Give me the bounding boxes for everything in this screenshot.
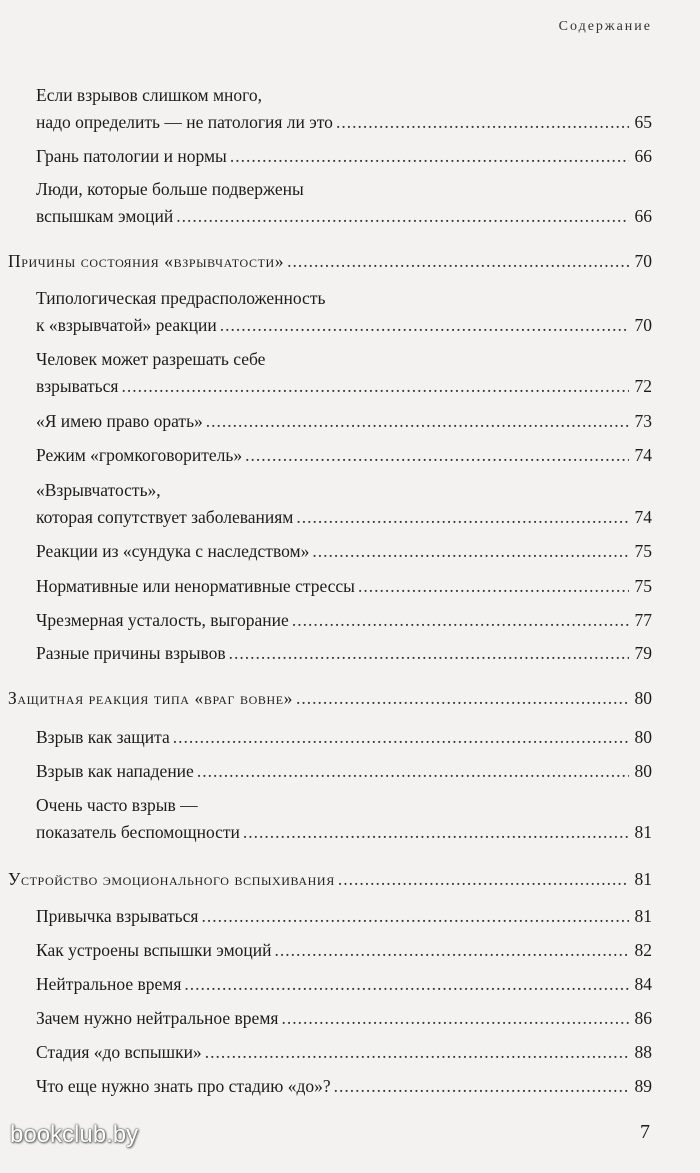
entry-page-number: 81 — [634, 822, 652, 842]
dot-leader — [184, 971, 629, 998]
dot-leader — [358, 573, 629, 600]
dot-leader — [287, 248, 629, 275]
dot-leader — [336, 109, 629, 136]
entry-title-line: «Взрывчатость», — [36, 480, 161, 500]
entry-page-number: 88 — [634, 1042, 652, 1062]
entry-page-number: 89 — [634, 1076, 652, 1096]
dot-leader — [176, 203, 629, 230]
entry-title-line: «Я имею право орать» — [36, 411, 203, 431]
entry-title-line: Что еще нужно знать про стадию «до»? — [36, 1076, 331, 1096]
entry-page-number: 75 — [634, 541, 652, 561]
entry-page-number: 66 — [634, 206, 652, 226]
toc-entry — [36, 758, 652, 785]
entry-title-line: Как устроены вспышки эмоций — [36, 940, 272, 960]
page-number: 7 — [640, 1121, 650, 1143]
entry-title-line: Люди, которые больше подвержены — [36, 179, 304, 199]
dot-leader — [296, 504, 629, 531]
entry-page-number: 70 — [634, 315, 652, 335]
section-title: Причины состояния «взрывчатости» — [8, 251, 285, 271]
toc-entry — [36, 408, 652, 435]
entry-title-line: показатель беспомощности — [36, 822, 240, 842]
entry-title-line: Привычка взрываться — [36, 906, 199, 926]
entry-title-line: которая сопутствует заболеваниям — [36, 507, 294, 527]
toc-entry — [36, 1005, 652, 1032]
entry-title-line: Зачем нужно нейтральное время — [36, 1008, 279, 1028]
toc-entry — [36, 792, 652, 846]
entry-title-line: Типологическая предрасположенность — [36, 288, 326, 308]
entry-title-line: Нейтральное время — [36, 974, 182, 994]
entry-title-line: Если взрывов слишком много, — [36, 85, 263, 105]
toc-entry — [36, 573, 652, 600]
entry-title-line: вспышкам эмоций — [36, 206, 174, 226]
entry-page-number: 86 — [634, 1008, 652, 1028]
dot-leader — [296, 685, 629, 712]
dot-leader — [275, 937, 630, 964]
entry-title-line: Человек может разрешать себе — [36, 349, 266, 369]
entry-page-number: 66 — [634, 146, 652, 166]
entry-page-number: 80 — [634, 688, 652, 708]
dot-leader — [334, 1073, 629, 1100]
dot-leader — [243, 819, 629, 846]
entry-page-number: 84 — [634, 974, 652, 994]
dot-leader — [201, 903, 629, 930]
toc-entry — [36, 903, 652, 930]
running-head: Содержание — [558, 19, 652, 34]
section-title: Защитная реакция типа «враг вовне» — [8, 688, 294, 708]
entry-page-number: 75 — [634, 576, 652, 596]
entry-title-line: Режим «громкоговоритель» — [36, 445, 243, 465]
entry-page-number: 74 — [634, 445, 652, 465]
entry-title-line: Очень часто взрыв — — [36, 795, 198, 815]
entry-title-line: Нормативные или ненормативные стрессы — [36, 576, 355, 596]
dot-leader — [220, 312, 629, 339]
dot-leader — [230, 143, 629, 170]
entry-page-number: 73 — [634, 411, 652, 431]
entry-title-line: взрываться — [36, 376, 119, 396]
toc-entry — [36, 82, 652, 136]
toc-entry — [36, 971, 652, 998]
entry-page-number: 81 — [634, 869, 652, 889]
toc-entry — [36, 285, 652, 339]
entry-page-number: 70 — [634, 251, 652, 271]
entry-page-number: 79 — [634, 643, 652, 663]
toc-entry — [36, 143, 652, 170]
dot-leader — [312, 538, 629, 565]
toc-entry — [36, 724, 652, 751]
dot-leader — [206, 408, 629, 435]
watermark: bookclub.by — [10, 1121, 139, 1148]
dot-leader — [121, 373, 629, 400]
toc-entry — [36, 1039, 652, 1066]
toc-entry — [36, 640, 652, 667]
dot-leader — [205, 1039, 629, 1066]
toc-entry — [36, 346, 652, 400]
toc-entry — [36, 442, 652, 469]
dot-leader — [197, 758, 629, 785]
toc-section-entry — [8, 248, 652, 275]
entry-page-number: 77 — [634, 610, 652, 630]
toc-entry — [36, 607, 652, 634]
entry-page-number: 80 — [634, 761, 652, 781]
dot-leader — [292, 607, 629, 634]
toc-entry — [36, 1073, 652, 1100]
entry-title-line: Реакции из «сундука с наследством» — [36, 541, 310, 561]
dot-leader — [173, 724, 629, 751]
entry-title-line: Стадия «до вспышки» — [36, 1042, 202, 1062]
entry-page-number: 80 — [634, 727, 652, 747]
entry-title-line: Взрыв как нападение — [36, 761, 194, 781]
toc-entry — [36, 477, 652, 531]
entry-page-number: 72 — [634, 376, 652, 396]
entry-title-line: надо определить — не патология ли это — [36, 112, 333, 132]
dot-leader — [338, 866, 629, 893]
entry-page-number: 65 — [634, 112, 652, 132]
entry-title-line: Грань патологии и нормы — [36, 146, 227, 166]
toc-entry — [36, 176, 652, 230]
toc-entry — [36, 937, 652, 964]
entry-title-line: Взрыв как защита — [36, 727, 170, 747]
section-title: Устройство эмоционального вспыхивания — [8, 869, 335, 889]
entry-title-line: Разные причины взрывов — [36, 643, 226, 663]
toc-section-entry — [8, 866, 652, 893]
entry-page-number: 74 — [634, 507, 652, 527]
dot-leader — [229, 640, 629, 667]
entry-page-number: 81 — [634, 906, 652, 926]
entry-title-line: к «взрывчатой» реакции — [36, 315, 217, 335]
entry-title-line: Чрезмерная усталость, выгорание — [36, 610, 289, 630]
dot-leader — [281, 1005, 629, 1032]
toc-section-entry — [8, 685, 652, 712]
entry-page-number: 82 — [634, 940, 652, 960]
toc-entry — [36, 538, 652, 565]
dot-leader — [245, 442, 629, 469]
